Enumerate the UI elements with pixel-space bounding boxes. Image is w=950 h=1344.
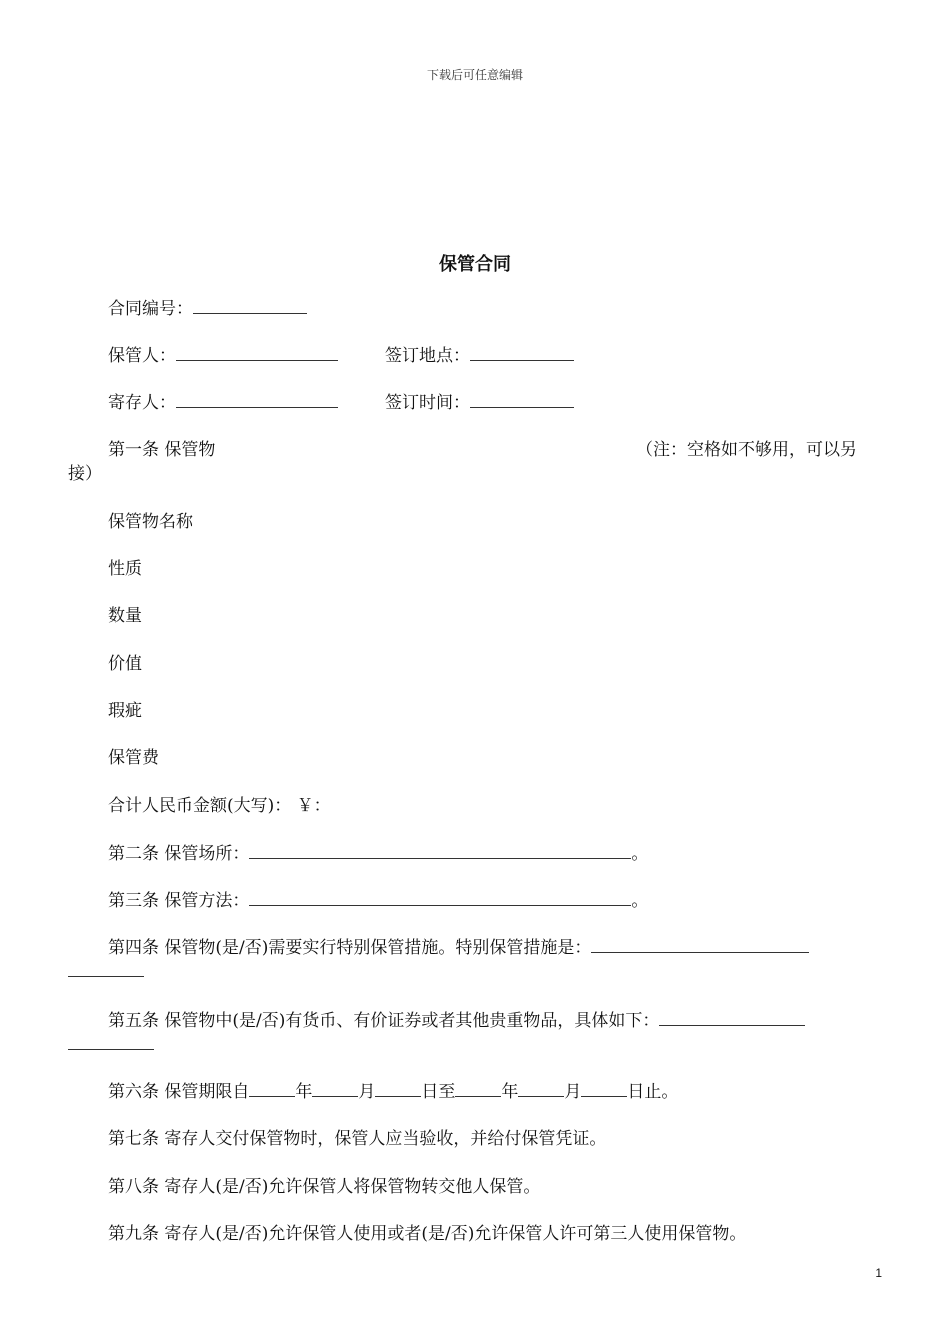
end-year-blank [455, 1081, 501, 1097]
article-1-note-cont: 接） [68, 464, 102, 484]
day-end-label: 日止。 [627, 1082, 679, 1102]
article-5-cont [68, 1034, 154, 1056]
article-8: 第八条 寄存人(是/否)允许保管人将保管物转交他人保管。 [108, 1177, 541, 1197]
storage-place-blank [249, 843, 631, 859]
item-fee: 保管费 [108, 748, 159, 768]
contract-number-line [108, 298, 307, 320]
article-1: 第一条 保管物 [108, 440, 216, 460]
item-value: 价值 [108, 654, 142, 674]
day-to-label: 日至 [421, 1082, 456, 1102]
total-amount: 合计人民币金额(大写)： ￥： [108, 796, 331, 816]
custodian-blank [176, 345, 338, 361]
article-2 [108, 843, 648, 865]
month-label: 月 [358, 1082, 376, 1102]
signing-time-label: 签订时间： [385, 393, 470, 413]
depositor-blank [176, 392, 338, 408]
year-label: 年 [295, 1082, 313, 1102]
article-6-prefix: 第六条 保管期限自 [108, 1082, 250, 1102]
document-title: 保管合同 [439, 254, 511, 275]
valuables-blank-cont [68, 1034, 154, 1050]
signing-place-line [385, 345, 574, 367]
article-3-period: 。 [631, 891, 649, 911]
special-measures-blank [591, 937, 809, 953]
end-month-blank [518, 1081, 564, 1097]
special-measures-blank-cont [68, 961, 144, 977]
article-2-period: 。 [631, 844, 649, 864]
article-2-text: 第二条 保管场所： [108, 844, 250, 864]
start-day-blank [375, 1081, 421, 1097]
contract-number-label: 合同编号： [108, 299, 193, 319]
article-5 [108, 1010, 805, 1032]
article-6 [108, 1081, 678, 1103]
contract-number-blank [193, 298, 307, 314]
article-3 [108, 890, 648, 912]
signing-time-blank [470, 392, 574, 408]
depositor-label: 寄存人： [108, 393, 176, 413]
item-quantity: 数量 [108, 606, 142, 626]
article-4-cont [68, 961, 144, 983]
article-7: 第七条 寄存人交付保管物时，保管人应当验收，并给付保管凭证。 [108, 1129, 607, 1149]
item-name: 保管物名称 [108, 512, 193, 532]
article-4 [108, 937, 809, 959]
article-3-text: 第三条 保管方法： [108, 891, 250, 911]
start-year-blank [249, 1081, 295, 1097]
page-header: 下载后可任意编辑 [426, 68, 523, 82]
year-label-2: 年 [501, 1082, 519, 1102]
end-day-blank [581, 1081, 627, 1097]
signing-place-blank [470, 345, 574, 361]
article-1-note: （注：空格如不够用，可以另 [636, 440, 857, 460]
signing-place-label: 签订地点： [385, 346, 470, 366]
valuables-blank [659, 1010, 805, 1026]
item-nature: 性质 [108, 559, 142, 579]
article-5-text: 第五条 保管物中(是/否)有货币、有价证券或者其他贵重物品，具体如下： [108, 1011, 660, 1031]
article-4-text: 第四条 保管物(是/否)需要实行特别保管措施。特别保管措施是： [108, 938, 592, 958]
month-label-2: 月 [564, 1082, 582, 1102]
article-9: 第九条 寄存人(是/否)允许保管人使用或者(是/否)允许保管人许可第三人使用保管物。 [108, 1224, 747, 1244]
custodian-line [108, 345, 338, 367]
storage-method-blank [249, 890, 631, 906]
start-month-blank [312, 1081, 358, 1097]
item-defect: 瑕疵 [108, 701, 142, 721]
page-number: 1 [875, 1266, 882, 1280]
custodian-label: 保管人： [108, 346, 176, 366]
signing-time-line [385, 392, 574, 414]
depositor-line [108, 392, 338, 414]
